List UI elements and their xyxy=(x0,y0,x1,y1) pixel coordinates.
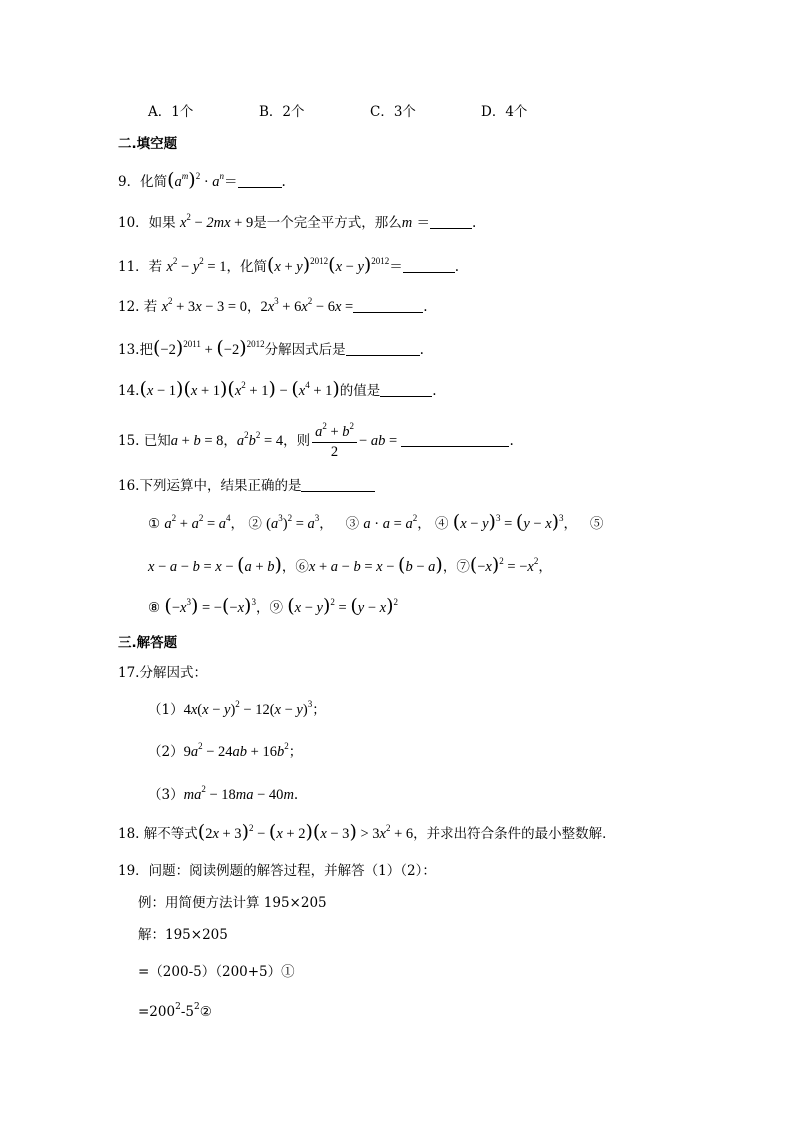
q13-label: 13.把 xyxy=(118,342,153,358)
q9-label: 9．化简 xyxy=(118,174,168,190)
q19-step-2: $=200^2-5^2②$ xyxy=(138,1002,212,1020)
q16-row-1: ① $a^2 + a^2 = a^4$， ② $(a^3)^2 = a^3$， ③ $a \cdot a = a^2$， ④ $(x - y)^3 = (y - x)^3$， ⑤ xyxy=(148,511,604,533)
item-marker: ⑥ xyxy=(295,559,309,575)
question-18: 18. 解不等式$(2x + 3)^2 - (x + 2)(x - 3) > 3x^2 + 6$，并求出符合条件的最小整数解． xyxy=(118,821,616,843)
part-marker: （3） xyxy=(148,787,184,803)
q11-equals: ＝ xyxy=(389,259,403,275)
q11-text: ，化简 xyxy=(226,259,267,275)
separator: ， xyxy=(442,559,457,575)
answer-blank[interactable] xyxy=(401,432,509,447)
q14-text: 的值是 xyxy=(339,383,381,399)
item-marker: ⑤ xyxy=(589,516,604,532)
answer-blank[interactable] xyxy=(238,173,282,188)
step2-part: =200 xyxy=(138,1004,176,1020)
q12-label: 12. 若 xyxy=(118,299,158,315)
step2-part: -5 xyxy=(180,1004,194,1020)
question-11: 11．若 $x^2 - y^2 = 1$，化简$(x + y)^{2012}(x - y)^{2012}=$ . xyxy=(118,254,460,276)
q17-part-2: $(2)9a^2 - 24ab + 16b^2$； xyxy=(148,741,303,760)
q11-label: 11．若 xyxy=(118,259,163,275)
question-14: $14.(x - 1)(x + 1)(x^2 + 1) - (x^4 + 1)$的值是 . xyxy=(118,378,437,400)
q19-step-1: =（200-5）（200+5）① xyxy=(138,964,295,980)
separator: ， xyxy=(281,559,296,575)
question-13: 13.把$(-2)^{2011} + (-2)^{2012}$分解因式后是 . xyxy=(118,337,424,359)
section-heading-fill: 二.填空题 xyxy=(118,136,178,152)
option-c: C．3个 xyxy=(370,104,416,120)
question-9: 9．化简$(a^m)^2 \cdot a^n=$ . xyxy=(118,169,286,191)
q10-equals: ＝ xyxy=(416,215,430,231)
separator: ， xyxy=(255,600,270,616)
q15-comma: ， xyxy=(223,433,237,449)
answer-blank[interactable] xyxy=(430,214,472,229)
q15-label: 15. 已知 xyxy=(118,433,171,449)
question-15: 15. 已知a + b = 8，$a^2b^2 = 4$，则 $\frac{a^2 + b^2}{2}$ − ab = . xyxy=(118,420,514,460)
q19-example: 例：用简便方法计算 195×205 xyxy=(138,895,327,911)
separator: ， xyxy=(538,559,552,575)
option-a: A．1个 xyxy=(148,104,194,120)
q16-row-2: x − a − b = x − (a + b)，⑥x + a − b = x − (b − a)，$⑦(-x)^2 = -x^2$， xyxy=(148,554,552,576)
q17-label: 17.分解因式： xyxy=(118,665,207,681)
item-marker: ② xyxy=(248,516,262,532)
option-b: B．2个 xyxy=(259,104,305,120)
part-marker: （1） xyxy=(148,702,184,718)
q17-part-1: $(1)4x(x - y)^2 - 12(x - y)^3$； xyxy=(148,699,326,718)
q13-text: 分解因式后是 xyxy=(264,342,346,358)
question-10: 10．如果 $x^2 - 2mx + 9$是一个完全平方式，那么m ＝ . xyxy=(118,212,477,231)
separator: ， xyxy=(230,516,245,532)
item-marker: ③ xyxy=(345,516,360,532)
q18-text: ，并求出符合条件的最小整数解． xyxy=(413,826,616,842)
separator: ， xyxy=(563,516,578,532)
q14-label: 14. xyxy=(118,383,140,399)
item-marker: ⑦ xyxy=(456,559,470,575)
item-marker: ① xyxy=(148,516,161,532)
q10-text: 是一个完全平方式，那么 xyxy=(253,215,402,231)
q19-label: 19．问题：阅读例题的解答过程，并解答（1）（2）： xyxy=(118,863,436,879)
option-d: D．4个 xyxy=(481,104,528,120)
q10-label: 10．如果 xyxy=(118,215,176,231)
answer-blank[interactable] xyxy=(353,298,423,313)
fraction: $\frac{a^2 + b^2}{2}$ xyxy=(312,423,357,461)
q18-label: 18. 解不等式 xyxy=(118,826,198,842)
q19-solution: 解：195×205 xyxy=(138,927,228,943)
item-marker: ④ xyxy=(435,516,449,532)
answer-blank[interactable] xyxy=(403,258,455,273)
item-marker: ⑨ xyxy=(269,600,283,616)
answer-blank[interactable] xyxy=(380,382,432,397)
answer-blank[interactable] xyxy=(346,341,420,356)
q15-text: ，则 xyxy=(283,433,311,449)
question-16 xyxy=(118,476,375,496)
step2-marker: ② xyxy=(199,1004,212,1020)
separator: ， xyxy=(417,516,431,532)
q17-part-3: $(3)ma^2 - 18ma - 40m$. xyxy=(148,784,299,803)
part-marker: （2） xyxy=(148,744,184,760)
q16-row-3: ⑧ $(-x^3) = -(-x)^3$，⑨ $(x - y)^2 = (y - x)^2$ xyxy=(148,595,398,617)
question-12: 12. 若 $x^2 + 3x - 3 = 0$，$2x^3 + 6x^2 - 6x$ = . xyxy=(118,296,428,315)
section-heading-answer: 三.解答题 xyxy=(118,635,178,651)
q9-equals: ＝ xyxy=(224,174,238,190)
separator: ， xyxy=(319,516,333,532)
q12-comma: ， xyxy=(246,299,261,315)
q16-label: 16.下列运算中，结果正确的是 xyxy=(118,478,302,494)
item-marker: ⑧ xyxy=(148,600,161,616)
answer-blank[interactable] xyxy=(301,477,375,492)
